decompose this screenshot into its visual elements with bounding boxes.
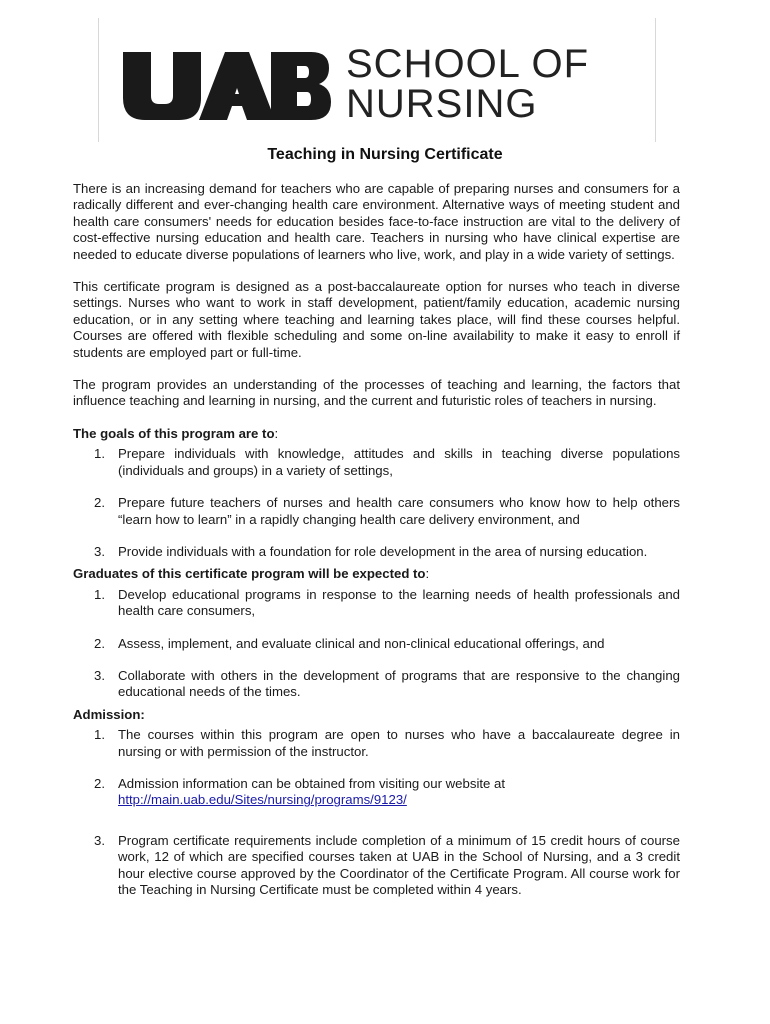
header-logo [98, 18, 656, 142]
program-description-paragraph: This certificate program is designed as a post-baccalaureate option for nurses who teach in diverse settings. Nurses who want to work in staff development, patient/family education, academic nursing education, or in any setting where teaching and learning takes place, will find these courses helpful. Courses are offered with flexible scheduling and some on-line availability to make it easy to enroll if students are employed part or full-time. [73, 279, 680, 360]
logo-line-school-of: SCHOOL OF [346, 42, 590, 86]
intro-paragraph: There is an increasing demand for teachers who are capable of preparing nurses and consumers for a radically different and ever-changing health care environment. Alternative ways of meeting student and health care consumers' needs for education besides face-to-face instruction are vital to the delivery of cost-effective nursing education and health care. Teachers in nursing who have clinical expertise are needed to educate diverse populations of learners who live, work, and play in a wide variety of settings. [73, 181, 680, 262]
goal-item: 1. Prepare individuals with knowledge, attitudes and skills in teaching diverse populations (individuals and groups) in a variety of settings, [94, 446, 680, 478]
graduate-outcome-item: 1. Develop educational programs in response to the learning needs of health professionals and health care consumers, [94, 586, 680, 619]
goal-item: 3. Provide individuals with a foundation for role development in the area of nursing education. [94, 543, 648, 559]
admission-heading: Admission: [73, 706, 145, 722]
graduate-outcome-item: 3. Collaborate with others in the development of programs that are responsive to the changing educational needs of the times. [94, 667, 680, 700]
uab-logo-mark [121, 48, 331, 124]
admission-item: 1. The courses within this program are open to nurses who have a baccalaureate degree in nursing or with permission of the instructor. [94, 727, 680, 759]
document-body [73, 181, 680, 898]
admission-list [73, 727, 680, 898]
admission-website-link[interactable]: http://main.uab.edu/Sites/nursing/programs/9123/ [118, 792, 407, 808]
admission-item: 3. Program certificate requirements include completion of a minimum of 15 credit hours of course work, 12 of which are specified courses taken at UAB in the School of Nursing, and a 3 credit hour elective course approved by the Coordinator of the Certificate Program. All course work for the Teaching in Nursing Certificate must be completed within 4 years. [94, 832, 680, 897]
admission-item: 2. Admission information can be obtained from visiting our website at http://main.uab.edu/Sites/nursing/programs/9123/ [94, 775, 506, 808]
graduates-heading: Graduates of this certificate program will be expected to: [73, 566, 430, 582]
program-understanding-paragraph: The program provides an understanding of the processes of teaching and learning, the factors that influence teaching and learning in nursing, and the current and futuristic roles of teachers in nursing. [73, 377, 680, 409]
goal-item: 2. Prepare future teachers of nurses and health care consumers who know how to help others “learn how to learn” in a rapidly changing health care delivery environment, and [94, 495, 680, 527]
graduate-outcome-item: 2. Assess, implement, and evaluate clinical and non-clinical educational offerings, and [94, 635, 605, 651]
logo-text [346, 44, 589, 124]
goals-heading: The goals of this program are to: [73, 425, 279, 441]
page-title: Teaching in Nursing Certificate [267, 146, 503, 163]
logo-line-nursing: NURSING [346, 82, 538, 126]
goals-list [73, 446, 680, 560]
graduates-list [73, 587, 680, 701]
